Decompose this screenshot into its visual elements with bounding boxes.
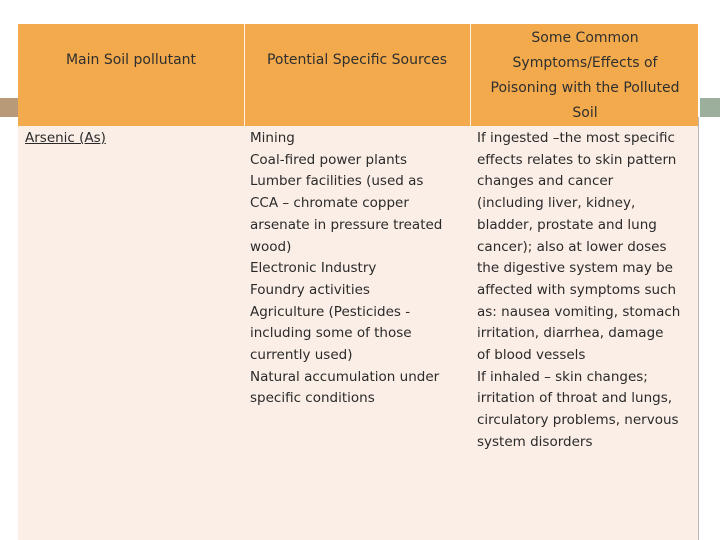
cell-pollutant-arsenic: Arsenic (As) bbox=[25, 130, 106, 146]
effect-line: (including liver, kidney, bbox=[477, 195, 636, 212]
source-line: Electronic Industry bbox=[250, 260, 377, 277]
slide-accent-bar-right bbox=[700, 98, 720, 117]
header-line: Poisoning with the Polluted bbox=[490, 80, 680, 96]
effect-line: irritation of throat and lungs, bbox=[477, 390, 673, 407]
effect-line: effects relates to skin pattern bbox=[477, 151, 677, 168]
effect-line: irritation, diarrhea, damage bbox=[477, 325, 664, 342]
effect-line: cancer); also at lower doses bbox=[477, 238, 667, 255]
source-line: specific conditions bbox=[250, 390, 375, 407]
source-line: arsenate in pressure treated bbox=[250, 216, 443, 233]
header-line: Symptoms/Effects of bbox=[512, 55, 658, 71]
effect-line: changes and cancer bbox=[477, 173, 614, 190]
source-line: Foundry activities bbox=[250, 281, 370, 298]
header-line: Some Common bbox=[531, 30, 639, 46]
header-potential-sources: Potential Specific Sources bbox=[266, 52, 448, 68]
column-divider bbox=[244, 24, 245, 540]
source-line: CCA – chromate copper bbox=[250, 195, 409, 212]
effect-line: bladder, prostate and lung bbox=[477, 216, 657, 233]
table-header-row bbox=[18, 24, 698, 126]
table-right-border bbox=[698, 117, 699, 540]
effect-line: If ingested –the most specific bbox=[477, 130, 675, 146]
effect-line: circulatory problems, nervous bbox=[477, 412, 679, 429]
effect-line: as: nausea vomiting, stomach bbox=[477, 303, 681, 320]
header-symptoms-effects bbox=[474, 26, 696, 126]
effect-line: of blood vessels bbox=[477, 347, 586, 364]
column-divider bbox=[470, 24, 471, 540]
source-line: Natural accumulation under bbox=[250, 368, 440, 385]
source-line: currently used) bbox=[250, 347, 353, 364]
effect-line: affected with symptoms such bbox=[477, 281, 677, 298]
source-line: Agriculture (Pesticides - bbox=[250, 303, 411, 320]
header-line: Soil bbox=[572, 105, 598, 121]
effect-line: If inhaled – skin changes; bbox=[477, 368, 648, 385]
source-line: Mining bbox=[250, 130, 295, 146]
source-line: wood) bbox=[250, 238, 292, 255]
cell-sources-list bbox=[250, 128, 465, 410]
effect-line: system disorders bbox=[477, 433, 593, 450]
slide-accent-bar-left bbox=[0, 98, 18, 117]
source-line: Lumber facilities (used as bbox=[250, 173, 424, 190]
cell-effects-list bbox=[477, 128, 697, 454]
header-main-soil-pollutant: Main Soil pollutant bbox=[65, 52, 197, 68]
soil-pollutant-table bbox=[18, 24, 698, 540]
effect-line: the digestive system may be bbox=[477, 260, 673, 277]
source-line: Coal-fired power plants bbox=[250, 151, 407, 168]
source-line: including some of those bbox=[250, 325, 412, 342]
